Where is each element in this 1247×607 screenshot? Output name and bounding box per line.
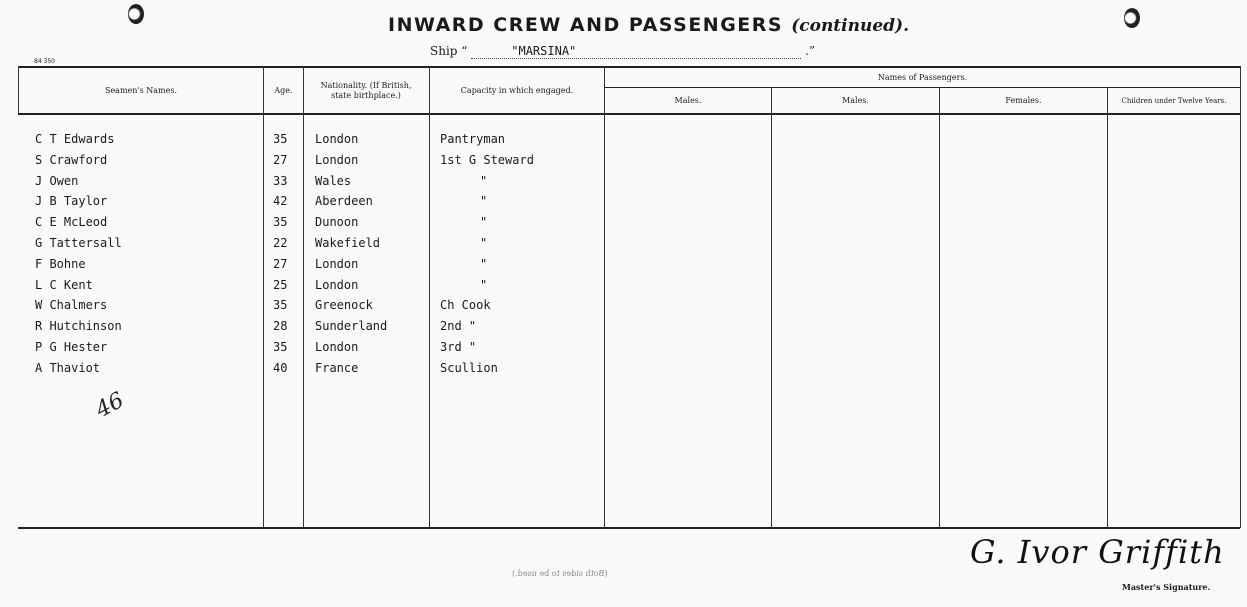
table-bottom-border: [18, 527, 1240, 529]
column-divider: [771, 88, 772, 528]
crew-nationality-cell: London: [315, 340, 359, 354]
crew-age-cell: 33: [273, 174, 288, 188]
column-divider: [263, 66, 264, 528]
header-children: Children under Twelve Years.: [1121, 96, 1227, 105]
crew-age-cell: 28: [273, 319, 288, 333]
column-divider: [1107, 88, 1108, 528]
crew-age-cell: 35: [273, 132, 288, 146]
column-divider: [303, 66, 304, 528]
crew-capacity-cell: ": [480, 257, 488, 271]
crew-capacity-cell: ": [480, 215, 488, 229]
punch-hole-icon: [128, 4, 144, 24]
crew-nationality-cell: Greenock: [315, 298, 373, 312]
crew-nationality-cell: Wales: [315, 174, 352, 188]
crew-nationality-cell: Sunderland: [315, 319, 388, 333]
page-title: [388, 14, 909, 36]
ship-prefix: Ship “: [430, 44, 468, 58]
crew-nationality-cell: London: [315, 278, 359, 292]
column-divider: [429, 66, 430, 528]
ship-line: [430, 44, 815, 59]
header-nationality: Nationality. (If British, state birthplace.): [320, 80, 412, 100]
header-males-2: Males.: [842, 95, 869, 105]
header-bottom-border: [18, 113, 1240, 115]
crew-capacity-cell: 3rd ": [440, 340, 477, 354]
header-capacity: Capacity in which engaged.: [460, 85, 574, 95]
punch-hole-icon: [1124, 8, 1140, 28]
header-males-1: Males.: [674, 95, 702, 105]
crew-name-cell: J B Taylor: [35, 194, 108, 208]
header-females: Females.: [1005, 95, 1042, 105]
crew-age-cell: 40: [273, 361, 288, 375]
crew-age-cell: 35: [273, 298, 288, 312]
crew-capacity-cell: Scullion: [440, 361, 498, 375]
crew-nationality-cell: Aberdeen: [315, 194, 373, 208]
crew-name-cell: L C Kent: [35, 278, 93, 292]
header-age: Age.: [274, 85, 293, 95]
ship-suffix: .”: [805, 44, 816, 58]
tally-note: 46: [91, 387, 129, 424]
crew-name-cell: R Hutchinson: [35, 319, 122, 333]
signature-label: Master's Signature.: [1122, 582, 1211, 592]
crew-capacity-cell: ": [480, 194, 488, 208]
column-divider: [1240, 66, 1241, 528]
crew-name-cell: G Tattersall: [35, 236, 122, 250]
crew-age-cell: 27: [273, 153, 288, 167]
crew-capacity-cell: Pantryman: [440, 132, 506, 146]
crew-capacity-cell: ": [480, 236, 488, 250]
crew-name-cell: C E McLeod: [35, 215, 108, 229]
crew-nationality-cell: London: [315, 257, 359, 271]
crew-age-cell: 35: [273, 215, 288, 229]
crew-age-cell: 27: [273, 257, 288, 271]
ship-name: "MARSINA": [471, 44, 801, 59]
header-seamen-names: Seamen's Names.: [104, 85, 178, 95]
column-divider: [604, 66, 605, 528]
column-divider: [939, 88, 940, 528]
crew-nationality-cell: London: [315, 153, 359, 167]
header-passengers: Names of Passengers.: [877, 72, 968, 82]
title-suffix: (continued).: [791, 16, 910, 36]
crew-age-cell: 25: [273, 278, 288, 292]
crew-age-cell: 35: [273, 340, 288, 354]
crew-nationality-cell: France: [315, 361, 359, 375]
crew-name-cell: P G Hester: [35, 340, 108, 354]
crew-capacity-cell: ": [480, 174, 488, 188]
crew-capacity-cell: ": [480, 278, 488, 292]
crew-age-cell: 42: [273, 194, 288, 208]
crew-nationality-cell: London: [315, 132, 359, 146]
crew-nationality-cell: Wakefield: [315, 236, 381, 250]
master-signature: G. Ivor Griffith: [970, 533, 1225, 571]
crew-name-cell: C T Edwards: [35, 132, 115, 146]
crew-age-cell: 22: [273, 236, 288, 250]
title-main: INWARD CREW AND PASSENGERS: [388, 14, 784, 36]
crew-name-cell: W Chalmers: [35, 298, 108, 312]
crew-capacity-cell: 1st G Steward: [440, 153, 534, 167]
footer-note: (Both sides to be used.): [512, 569, 608, 578]
crew-name-cell: A Thaviot: [35, 361, 101, 375]
crew-name-cell: F Bohne: [35, 257, 86, 271]
crew-nationality-cell: Dunoon: [315, 215, 359, 229]
crew-name-cell: S Crawford: [35, 153, 108, 167]
form-number: 84 350: [34, 58, 55, 65]
crew-capacity-cell: 2nd ": [440, 319, 477, 333]
crew-name-cell: J Owen: [35, 174, 79, 188]
crew-capacity-cell: Ch Cook: [440, 298, 491, 312]
